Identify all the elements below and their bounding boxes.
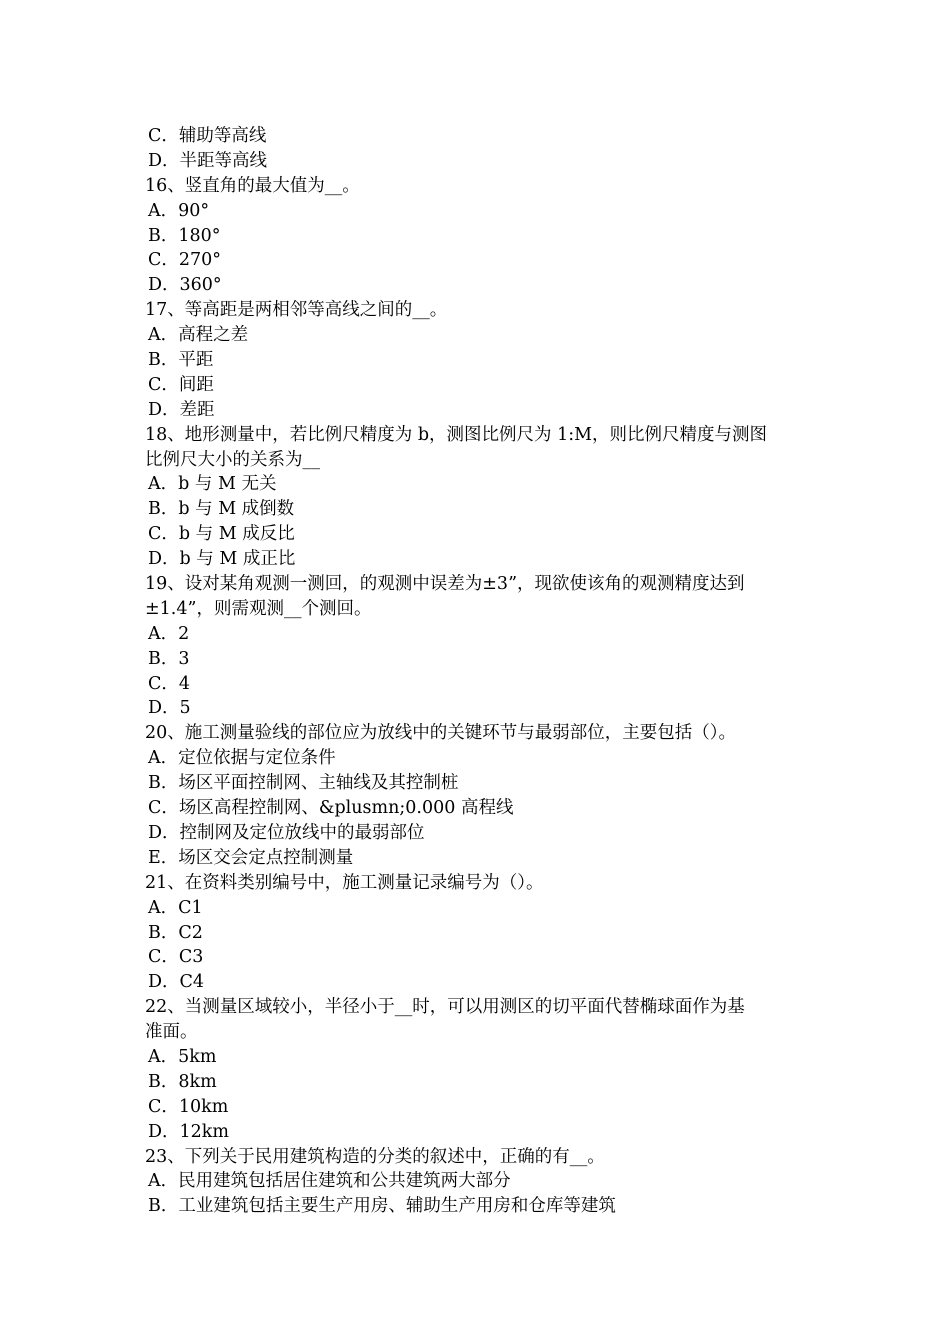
- q19-option-a: A．2: [148, 623, 190, 644]
- q19-option-b: B．3: [148, 648, 190, 669]
- q20-option-d: D．控制网及定位放线中的最弱部位: [148, 822, 425, 843]
- q16-option-c: C．270°: [148, 250, 222, 271]
- q22-option-c: C．10km: [148, 1096, 229, 1117]
- q20-option-e: E．场区交会定点控制测量: [148, 847, 354, 868]
- question-19-line-2: ±1.4”，则需观测__个测回。: [145, 598, 372, 619]
- q18-option-b: B．b 与 M 成倒数: [148, 499, 295, 520]
- q22-option-b: B．8km: [148, 1071, 217, 1092]
- q20-option-c: C．场区高程控制网、&plusmn;0.000 高程线: [148, 798, 514, 819]
- q21-option-a: A．C1: [148, 897, 203, 918]
- q21-option-b: B．C2: [148, 922, 203, 943]
- q18-option-a: A．b 与 M 无关: [148, 474, 277, 495]
- q19-option-d: D．5: [148, 698, 191, 719]
- question-19-line-1: 19、设对某角观测一测回，的观测中误差为±3”，现欲使该角的观测精度达到: [145, 574, 745, 595]
- q21-option-c: C．C3: [148, 947, 204, 968]
- q18-option-c: C．b 与 M 成反比: [148, 524, 295, 545]
- q19-option-c: C．4: [148, 673, 191, 694]
- question-23: 23、下列关于民用建筑构造的分类的叙述中，正确的有__。: [145, 1146, 605, 1167]
- question-18-line-1: 18、地形测量中，若比例尺精度为 b，测图比例尺为 1:M，则比例尺精度与测图: [145, 424, 768, 445]
- q16-option-b: B．180°: [148, 225, 221, 246]
- question-21: 21、在资料类别编号中，施工测量记录编号为（）。: [145, 872, 544, 893]
- q23-option-b: B．工业建筑包括主要生产用房、辅助生产用房和仓库等建筑: [148, 1196, 616, 1217]
- q17-option-b: B．平距: [148, 350, 214, 371]
- q20-option-a: A．定位依据与定位条件: [148, 748, 336, 769]
- q20-option-b: B．场区平面控制网、主轴线及其控制桩: [148, 773, 459, 794]
- q17-option-d: D．差距: [148, 399, 215, 420]
- q16-option-a: A．90°: [148, 200, 210, 221]
- question-22-line-1: 22、当测量区域较小，半径小于__时，可以用测区的切平面代替椭球面作为基: [145, 997, 745, 1018]
- question-16: 16、竖直角的最大值为__。: [145, 175, 360, 196]
- question-17: 17、等高距是两相邻等高线之间的__。: [145, 300, 448, 321]
- question-20: 20、施工测量验线的部位应为放线中的关键环节与最弱部位，主要包括（）。: [145, 723, 737, 744]
- q22-option-a: A．5km: [148, 1046, 217, 1067]
- q22-option-d: D．12km: [148, 1121, 229, 1142]
- q23-option-a: A．民用建筑包括居住建筑和公共建筑两大部分: [148, 1171, 511, 1192]
- q18-option-d: D．b 与 M 成正比: [148, 549, 296, 570]
- option-c-auxiliary-contour: C．辅助等高线: [148, 126, 267, 146]
- q21-option-d: D．C4: [148, 972, 205, 993]
- q17-option-c: C．间距: [148, 374, 214, 395]
- option-d-half-interval-contour: D．半距等高线: [148, 150, 268, 171]
- q17-option-a: A．高程之差: [148, 325, 249, 346]
- question-18-line-2: 比例尺大小的关系为__: [145, 449, 320, 470]
- question-22-line-2: 准面。: [145, 1022, 198, 1043]
- document-page: [145, 124, 810, 1219]
- q16-option-d: D．360°: [148, 275, 222, 296]
